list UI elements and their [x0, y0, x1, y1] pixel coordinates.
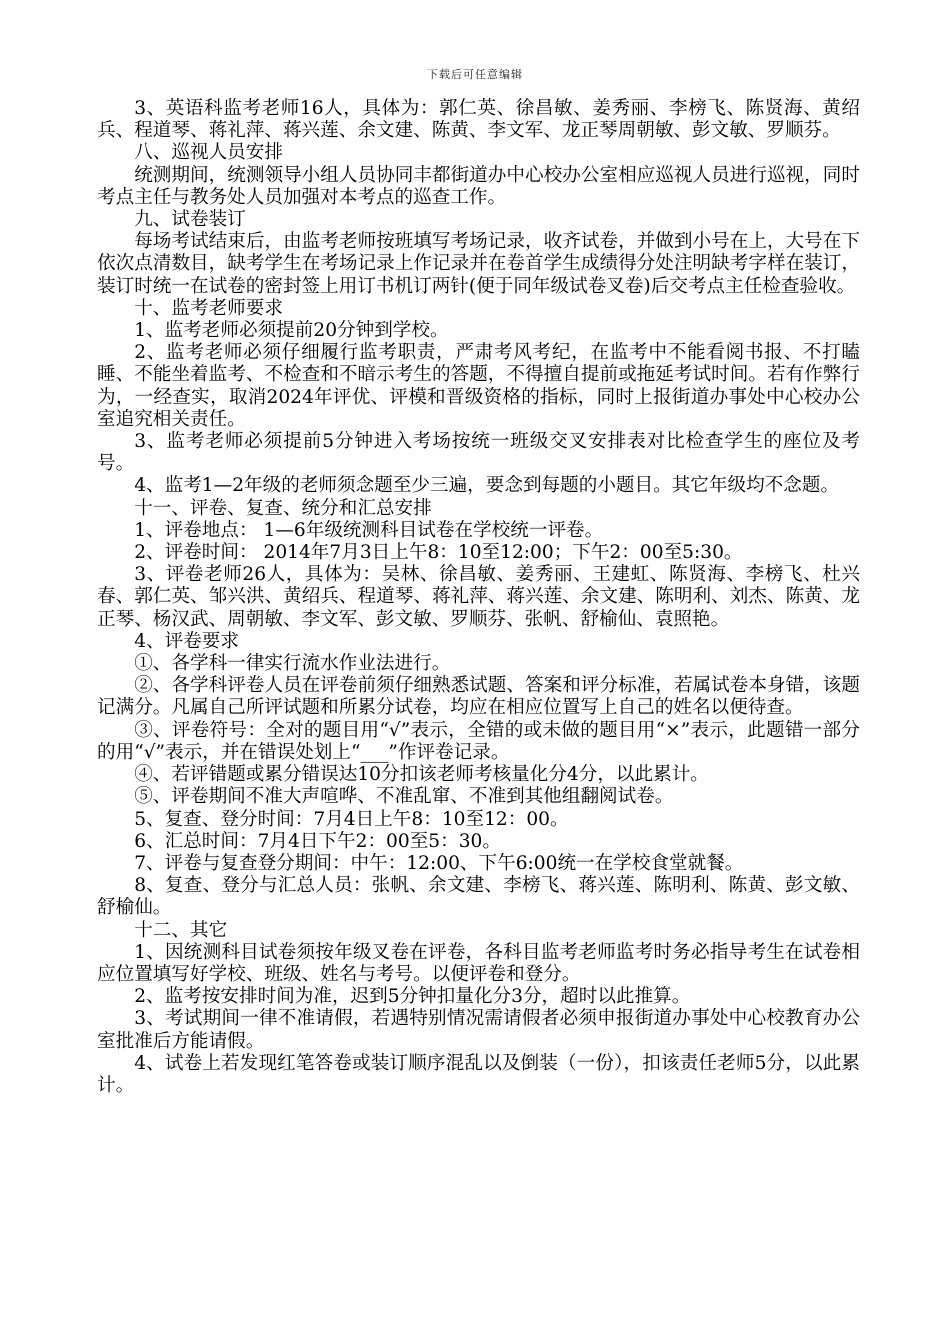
paragraph: 统测期间，统测领导小组人员协同丰都街道办中心校办公室相应巡视人员进行巡视，同时考点主任与教务处人员加强对本考点的巡查工作。	[97, 164, 860, 208]
page-header: 下载后可任意编辑	[427, 68, 523, 81]
paragraph: ①、各学科一律实行流水作业法进行。	[134, 653, 451, 675]
paragraph: 4、评卷要求	[134, 630, 239, 652]
paragraph: 九、试卷装订	[134, 209, 246, 231]
paragraph: ②、各学科评卷人员在评卷前须仔细熟悉试题、答案和评分标准，若属试卷本身错，该题记满分。凡属自己所评试题和所累分试卷，均应在相应位置写上自己的姓名以便待查。	[97, 675, 860, 719]
paragraph: 十、监考老师要求	[134, 297, 283, 319]
paragraph: 每场考试结束后，由监考老师按班填写考场记录，收齐试卷，并做到小号在上，大号在下依次点清数目，缺考学生在考场记录上作记录并在卷首学生成绩得分处注明缺考字样在装订，装订时统一在试卷的密封签上用订书机订两针(便于同年级试卷叉卷)后交考点主任检查验收。	[97, 231, 860, 297]
paragraph: ④、若评错题或累分错误达10分扣该老师考核量化分4分，以此累计。	[134, 764, 709, 786]
paragraph: 5、复查、登分时间：7月4日上午8：10至12：00。	[134, 808, 569, 830]
paragraph: 2、监考老师必须仔细履行监考职责，严肃考风考纪，在监考中不能看阅书报、不打瞌睡、不能坐着监考、不检查和不暗示考生的答题，不得擅自提前或拖延考试时间。若有作弊行为，一经查实，取消2024年评优、评模和晋级资格的指标，同时上报街道办事处中心校办公室追究相关责任。	[97, 342, 860, 430]
paragraph: 十一、评卷、复查、统分和汇总安排	[134, 497, 432, 519]
paragraph: 2、评卷时间： 2014年7月3日上午8：10至12:00；下午2：00至5:30。	[134, 542, 743, 564]
paragraph: 3、监考老师必须提前5分钟进入考场按统一班级交叉安排表对比检查学生的座位及考号。	[97, 431, 860, 475]
paragraph: 4、试卷上若发现红笔答卷或装订顺序混乱以及倒装（一份），扣该责任老师5分，以此累计。	[97, 1052, 860, 1096]
paragraph: 1、因统测科目试卷须按年级叉卷在评卷，各科目监考老师监考时务必指导考生在试卷相应位置填写好学校、班级、姓名与考号。以便评卷和登分。	[97, 941, 860, 985]
paragraph: 7、评卷与复查登分期间：中午：12:00、下午6:00统一在学校食堂就餐。	[134, 852, 744, 874]
paragraph: 十二、其它	[134, 919, 228, 941]
paragraph: 1、评卷地点： 1—6年级统测科目试卷在学校统一评卷。	[134, 519, 604, 541]
paragraph: ⑤、评卷期间不准大声喧哗、不准乱窜、不准到其他组翻阅试卷。	[134, 786, 674, 808]
paragraph: 3、考试期间一律不准请假，若遇特别情况需请假者必须申报街道办事处中心校教育办公室批准后方能请假。	[97, 1008, 860, 1052]
paragraph: ③、评卷符号：全对的题目用“√”表示，全错的或未做的题目用“×”表示，此题错一部分的用“√”表示，并在错误处划上“___”作评卷记录。	[97, 719, 860, 763]
paragraph: 4、监考1—2年级的老师须念题至少三遍，要念到每题的小题目。其它年级均不念题。	[134, 475, 840, 497]
paragraph: 1、监考老师必须提前20分钟到学校。	[134, 320, 449, 342]
paragraph: 2、监考按安排时间为准，迟到5分钟扣量化分3分，超时以此推算。	[134, 986, 691, 1008]
paragraph: 3、英语科监考老师16人，具体为：郭仁英、徐昌敏、姜秀丽、李榜飞、陈贤海、黄绍兵、程道琴、蒋礼萍、蒋兴莲、余文建、陈黄、李文军、龙正琴周朝敏、彭文敏、罗顺芬。	[97, 98, 860, 142]
paragraph: 8、复查、登分与汇总人员：张帆、余文建、李榜飞、蒋兴莲、陈明利、陈黄、彭文敏、舒榆仙。	[97, 875, 860, 919]
paragraph: 八、巡视人员安排	[134, 142, 283, 164]
paragraph: 3、评卷老师26人，具体为：吴林、徐昌敏、姜秀丽、王建虹、陈贤海、李榜飞、杜兴春、郭仁英、邹兴洪、黄绍兵、程道琴、蒋礼萍、蒋兴莲、余文建、陈明利、刘杰、陈黄、龙正琴、杨汉武、周朝敏、李文军、彭文敏、罗顺芬、张帆、舒榆仙、袁照艳。	[97, 564, 860, 630]
paragraph: 6、汇总时间：7月4日下午2：00至5：30。	[134, 830, 501, 852]
document-body	[97, 98, 860, 1097]
